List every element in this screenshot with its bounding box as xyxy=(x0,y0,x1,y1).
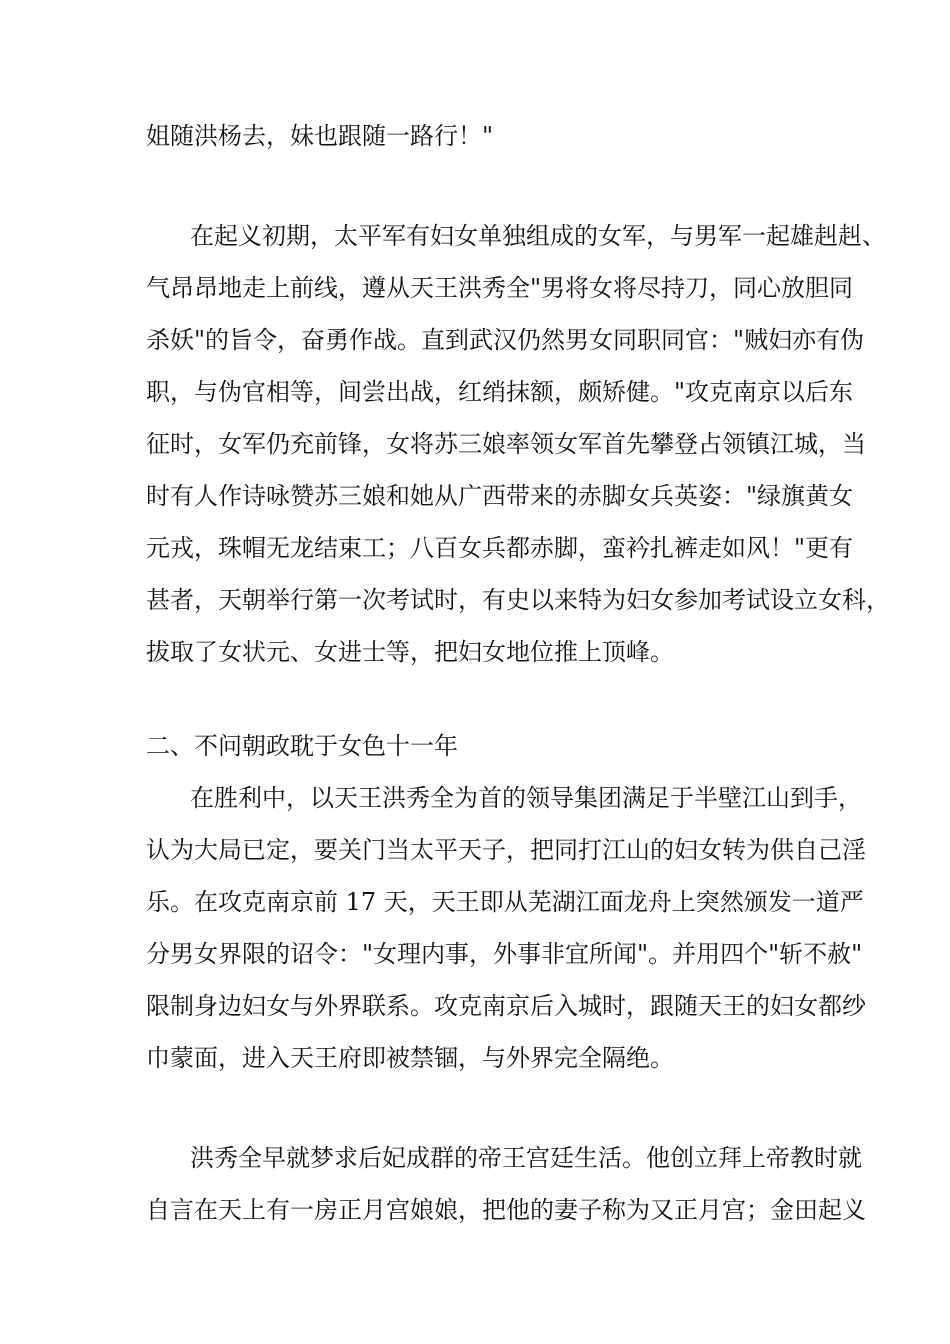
text-line: 在起义初期，太平军有妇女单独组成的女军，与男军一起雄赳赳、 xyxy=(190,222,886,250)
text-line: 时有人作诗咏赞苏三娘和她从广西带来的赤脚女兵英姿："绿旗黄女 xyxy=(146,482,854,510)
text-line: 分男女界限的诏令："女理内事，外事非宜所闻"。并用四个"斩不赦" xyxy=(146,940,863,968)
text-line: 姐随洪杨去，妹也跟随一路行！" xyxy=(146,122,494,150)
text-line: 自言在天上有一房正月宫娘娘，把他的妻子称为又正月宫；金田起义 xyxy=(146,1196,866,1224)
text-line: 认为大局已定，要关门当太平天子，把同打江山的妇女转为供自己淫 xyxy=(146,836,866,864)
section-heading: 二、不问朝政耽于女色十一年 xyxy=(146,732,458,760)
text-line: 洪秀全早就梦求后妃成群的帝王宫廷生活。他创立拜上帝教时就 xyxy=(190,1144,862,1172)
text-line: 拔取了女状元、女进士等，把妇女地位推上顶峰。 xyxy=(146,638,674,666)
text-line: 元戎，珠帽无龙结束工；八百女兵都赤脚，蛮衿扎裤走如风！"更有 xyxy=(146,534,854,562)
text-line: 限制身边妇女与外界联系。攻克南京后入城时，跟随天王的妇女都纱 xyxy=(146,992,866,1020)
text-line: 气昂昂地走上前线，遵从天王洪秀全"男将女将尽持刀，同心放胆同 xyxy=(146,274,854,302)
text-line: 在胜利中，以天王洪秀全为首的领导集团满足于半壁江山到手， xyxy=(190,784,862,812)
text-line: 杀妖"的旨令，奋勇作战。直到武汉仍然男女同职同官："贼妇亦有伪 xyxy=(146,326,865,354)
text-line: 征时，女军仍充前锋，女将苏三娘率领女军首先攀登占领镇江城，当 xyxy=(146,430,866,458)
text-line: 甚者，天朝举行第一次考试时，有史以来特为妇女参加考试设立女科， xyxy=(146,586,890,614)
text-line: 乐。在攻克南京前 17 天，天王即从芜湖江面龙舟上突然颁发一道严 xyxy=(146,888,864,916)
text-line: 职，与伪官相等，间尝出战，红绡抹额，颇矫健。"攻克南京以后东 xyxy=(146,378,854,406)
text-line: 巾蒙面，进入天王府即被禁锢，与外界完全隔绝。 xyxy=(146,1044,674,1072)
